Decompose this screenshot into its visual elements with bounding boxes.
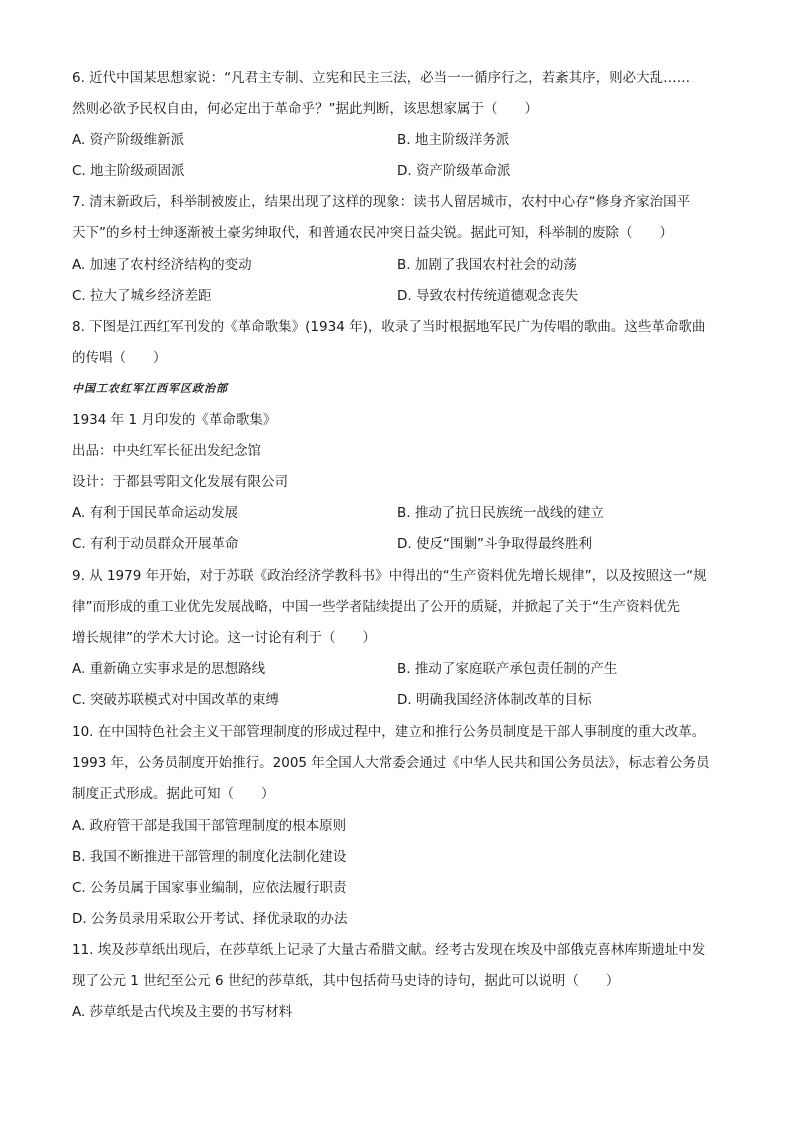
- q6-stem-line-2: 然则必欲予民权自由，何必定出于革命乎？”据此判断，该思想家属于（ ）: [72, 101, 538, 117]
- q8-option-a: A. 有利于国民革命运动发展: [72, 505, 239, 521]
- q7-option-a: A. 加速了农村经济结构的变动: [72, 257, 252, 273]
- q10-option-d: D. 公务员录用采取公开考试、择优录取的办法: [72, 911, 348, 927]
- q6-option-a: A. 资产阶级维新派: [72, 132, 185, 148]
- q10-stem-line-3: 制度正式形成。据此可知（ ）: [72, 786, 275, 802]
- q10-option-b: B. 我国不断推进干部管理的制度化法制化建设: [72, 849, 347, 865]
- q6-option-b: B. 地主阶级洋务派: [397, 132, 510, 148]
- q8-stem-line-1: 8. 下图是江西红军刊发的《革命歌集》(1934 年)，收录了当时根据地军民广为传唱的歌曲。这些革命歌曲: [72, 319, 706, 335]
- q6-stem-line-1: 6. 近代中国某思想家说：“凡君主专制、立宪和民主三法，必当一一循序行之，若紊其序，则必大乱……: [72, 70, 691, 86]
- q9-stem-line-2: 律”而形成的重工业优先发展战略，中国一些学者陆续提出了公开的质疑，并掀起了关于“生产资料优先: [72, 599, 680, 615]
- q8-option-c: C. 有利于动员群众开展革命: [72, 536, 239, 552]
- q9-option-d: D. 明确我国经济体制改革的目标: [397, 692, 592, 708]
- q10-stem-line-2: 1993 年，公务员制度开始推行。2005 年全国人大常委会通过《中华人民共和国公务员法》，标志着公务员: [72, 755, 710, 771]
- q9-stem-line-3: 增长规律”的学术大讨论。这一讨论有利于（ ）: [72, 630, 376, 646]
- q7-stem-line-1: 7. 清末新政后，科举制被废止，结果出现了这样的现象：读书人留居城市，农村中心存“修身齐家治国平: [72, 194, 691, 210]
- q8-stem-line-2: 的传唱（ ）: [72, 350, 167, 366]
- q11-stem-line-2: 现了公元 1 世纪至公元 6 世纪的莎草纸，其中包括荷马史诗的诗句，据此可以说明（ ）: [72, 973, 620, 989]
- q9-stem-line-1: 9. 从 1979 年开始，对于苏联《政治经济学教科书》中得出的“生产资料优先增长规律”，以及按照这一“规: [72, 568, 707, 584]
- q7-option-b: B. 加剧了我国农村社会的动荡: [397, 257, 577, 273]
- q6-option-c: C. 地主阶级顽固派: [72, 163, 185, 179]
- songbook-info-line-2: 出品：中央红军长征出发纪念馆: [72, 443, 261, 459]
- q10-option-a: A. 政府管干部是我国干部管理制度的根本原则: [72, 818, 347, 834]
- q6-option-d: D. 资产阶级革命派: [397, 163, 511, 179]
- q11-option-a: A. 莎草纸是古代埃及主要的书写材料: [72, 1004, 293, 1020]
- q7-option-d: D. 导致农村传统道德观念丧失: [397, 288, 578, 304]
- songbook-info-line-1: 1934 年 1 月印发的《革命歌集》: [72, 412, 277, 428]
- songbook-info-line-3: 设计：于都县雩阳文化发展有限公司: [72, 474, 288, 490]
- q7-stem-line-2: 天下”的乡村士绅逐渐被土豪劣绅取代，和普通农民冲突日益尖锐。据此可知，科举制的废除（ ）: [72, 225, 673, 241]
- songbook-cover-caption: 中国工农红军江西军区政治部: [72, 382, 228, 395]
- q9-option-b: B. 推动了家庭联产承包责任制的产生: [397, 661, 618, 677]
- q10-option-c: C. 公务员属于国家事业编制，应依法履行职责: [72, 880, 347, 896]
- q10-stem-line-1: 10. 在中国特色社会主义干部管理制度的形成过程中，建立和推行公务员制度是干部人事制度的重大改革。: [72, 724, 706, 740]
- q8-option-d: D. 使反“围剿”斗争取得最终胜利: [397, 536, 592, 552]
- q9-option-c: C. 突破苏联模式对中国改革的束缚: [72, 692, 280, 708]
- q11-stem-line-1: 11. 埃及莎草纸出现后，在莎草纸上记录了大量古希腊文献。经考古发现在埃及中部俄克喜林库斯遗址中发: [72, 942, 706, 958]
- q8-option-b: B. 推动了抗日民族统一战线的建立: [397, 505, 604, 521]
- q9-option-a: A. 重新确立实事求是的思想路线: [72, 661, 266, 677]
- q7-option-c: C. 拉大了城乡经济差距: [72, 288, 212, 304]
